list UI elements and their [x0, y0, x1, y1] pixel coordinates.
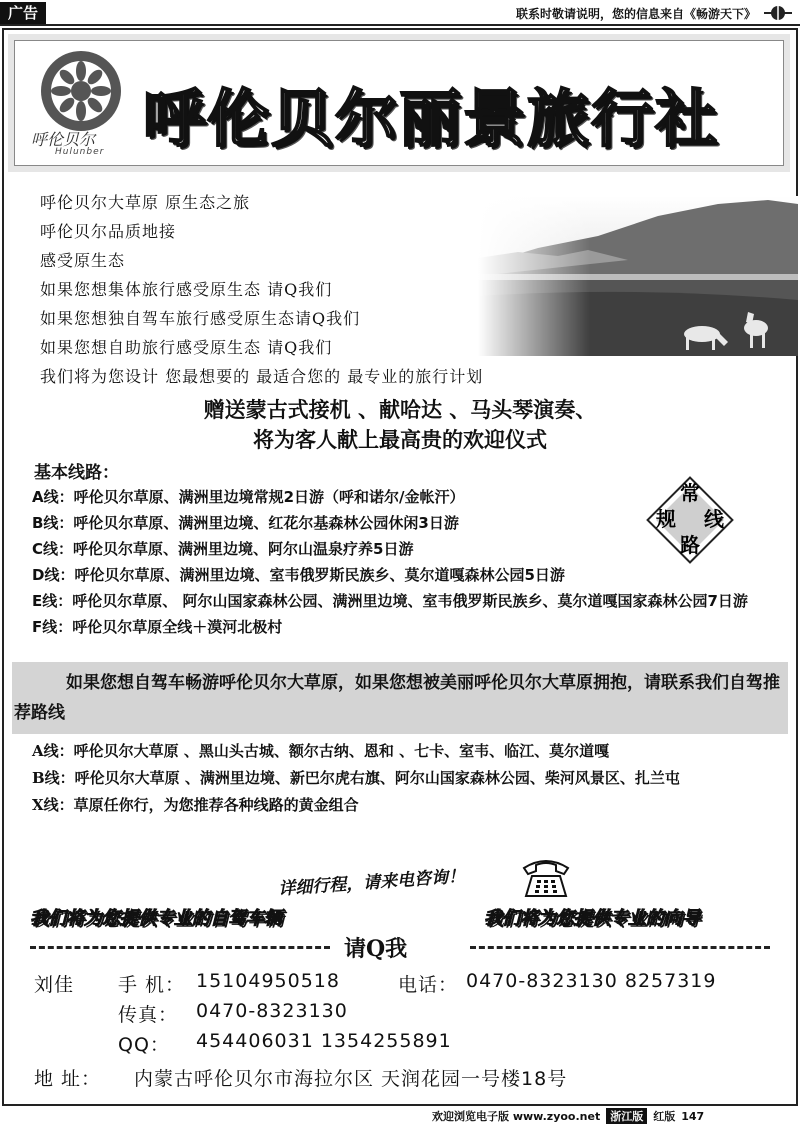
badge-char: 常 — [680, 481, 700, 505]
self-drive-route-item: A线：呼伦贝尔大草原 、黑山头古城、额尔古纳、恩和 、七卡、室韦、临江、莫尔道嘎 — [32, 742, 610, 760]
self-drive-route-item: X线：草原任你行，为您推荐各种线路的黄金组合 — [32, 796, 359, 814]
qq-number: 454406031 1354255891 — [196, 1030, 452, 1052]
self-drive-band-text: 如果您想自驾车畅游呼伦贝尔大草原，如果您想被美丽呼伦贝尔大草原拥抱，请联系我们自驾推荐路线 — [14, 673, 780, 723]
gift-line-1: 赠送蒙古式接机 、献哈达 、马头琴演奏、 — [203, 398, 597, 422]
address: 内蒙古呼伦贝尔市海拉尔区 天润花园一号楼18号 — [134, 1068, 568, 1090]
ad-label: 广告 — [0, 2, 46, 24]
route-item: F线：呼伦贝尔草原全线＋漠河北极村 — [32, 618, 283, 636]
route-item: E线：呼伦贝尔草原、 阿尔山国家森林公园、满洲里边境、室韦俄罗斯民族乡、莫尔道嘎国家森林公园7日游 — [32, 592, 748, 610]
address-label: 地 址： — [34, 1068, 102, 1090]
fax-number: 0470-8323130 — [196, 1000, 348, 1022]
logo-text-cn: 呼伦贝尔 — [31, 130, 96, 149]
badge-char: 规 — [656, 507, 676, 531]
footer-edition-2: 红版 — [653, 1110, 676, 1123]
intro-line: 呼伦贝尔大草原 原生态之旅 — [40, 193, 251, 212]
route-item: A线：呼伦贝尔草原、满洲里边境常规2日游（呼和诺尔/金帐汗） — [32, 488, 465, 506]
telephone-icon — [520, 854, 572, 900]
divider-left — [30, 946, 330, 949]
logo-text-en: Hulunber — [55, 147, 105, 157]
phone-label: 电话： — [398, 974, 459, 996]
phone-number: 0470-8323130 8257319 — [466, 970, 717, 992]
route-item: D线：呼伦贝尔草原、满洲里边境、室韦俄罗斯民族乡、莫尔道嘎森林公园5日游 — [32, 566, 565, 584]
page-title: 呼伦贝尔丽景旅行社 — [143, 82, 720, 155]
footer-edition: 浙江版 — [606, 1108, 647, 1124]
page-number: 147 — [681, 1109, 705, 1123]
intro-line: 感受原生态 — [40, 251, 126, 270]
source-note: 联系时敬请说明，您的信息来自《畅游天下》 — [515, 7, 756, 21]
intro-line: 我们将为您设计 您最想要的 最适合您的 最专业的旅行计划 — [40, 367, 484, 386]
badge-char: 路 — [680, 533, 700, 557]
fax-label: 传真： — [118, 1004, 179, 1026]
self-drive-route-list — [32, 738, 772, 819]
wheel-logo-icon — [39, 49, 123, 133]
badge-char: 线 — [704, 507, 724, 531]
intro-line: 如果您想独自驾车旅行感受原生态请Q我们 — [40, 309, 361, 328]
call-for-details: 详细行程，请来电咨询！ — [277, 866, 466, 900]
route-item: B线：呼伦贝尔草原、满洲里边境、红花尔基森林公园休闲3日游 — [32, 514, 459, 532]
slogan-right: 我们将为您提供专业的向导 — [484, 908, 700, 929]
intro-list — [40, 188, 760, 391]
divider-right — [470, 946, 770, 949]
intro-line: 呼伦贝尔品质地接 — [40, 222, 177, 241]
self-drive-route-item: B线：呼伦贝尔大草原 、满洲里边境、新巴尔虎右旗、阿尔山国家森林公园、柴河风景区、扎兰屯 — [32, 769, 680, 787]
intro-line: 如果您想集体旅行感受原生态 请Q我们 — [40, 280, 333, 299]
intro-line: 如果您想自助旅行感受原生态 请Q我们 — [40, 338, 333, 357]
slogan-left: 我们将为您提供专业的自驾车辆 — [30, 908, 282, 929]
mobile-label: 手 机： — [118, 974, 186, 996]
header-banner — [14, 40, 784, 166]
routes-heading: 基本线路： — [34, 463, 119, 483]
gift-line-2: 将为客人献上最高贵的欢迎仪式 — [253, 428, 547, 452]
footer — [432, 1108, 704, 1124]
qq-label: QQ： — [118, 1034, 170, 1056]
contact-title: 请Q我 — [344, 936, 408, 962]
regular-route-badge — [636, 466, 744, 574]
top-bar — [0, 0, 800, 26]
magazine-logo-icon — [762, 3, 794, 21]
footer-site: 欢迎浏览电子版 www.zyoo.net — [432, 1110, 601, 1123]
contact-name: 刘佳 — [34, 974, 75, 996]
route-item: C线：呼伦贝尔草原、满洲里边境、阿尔山温泉疗养5日游 — [32, 540, 414, 558]
mobile-number: 15104950518 — [196, 970, 340, 992]
